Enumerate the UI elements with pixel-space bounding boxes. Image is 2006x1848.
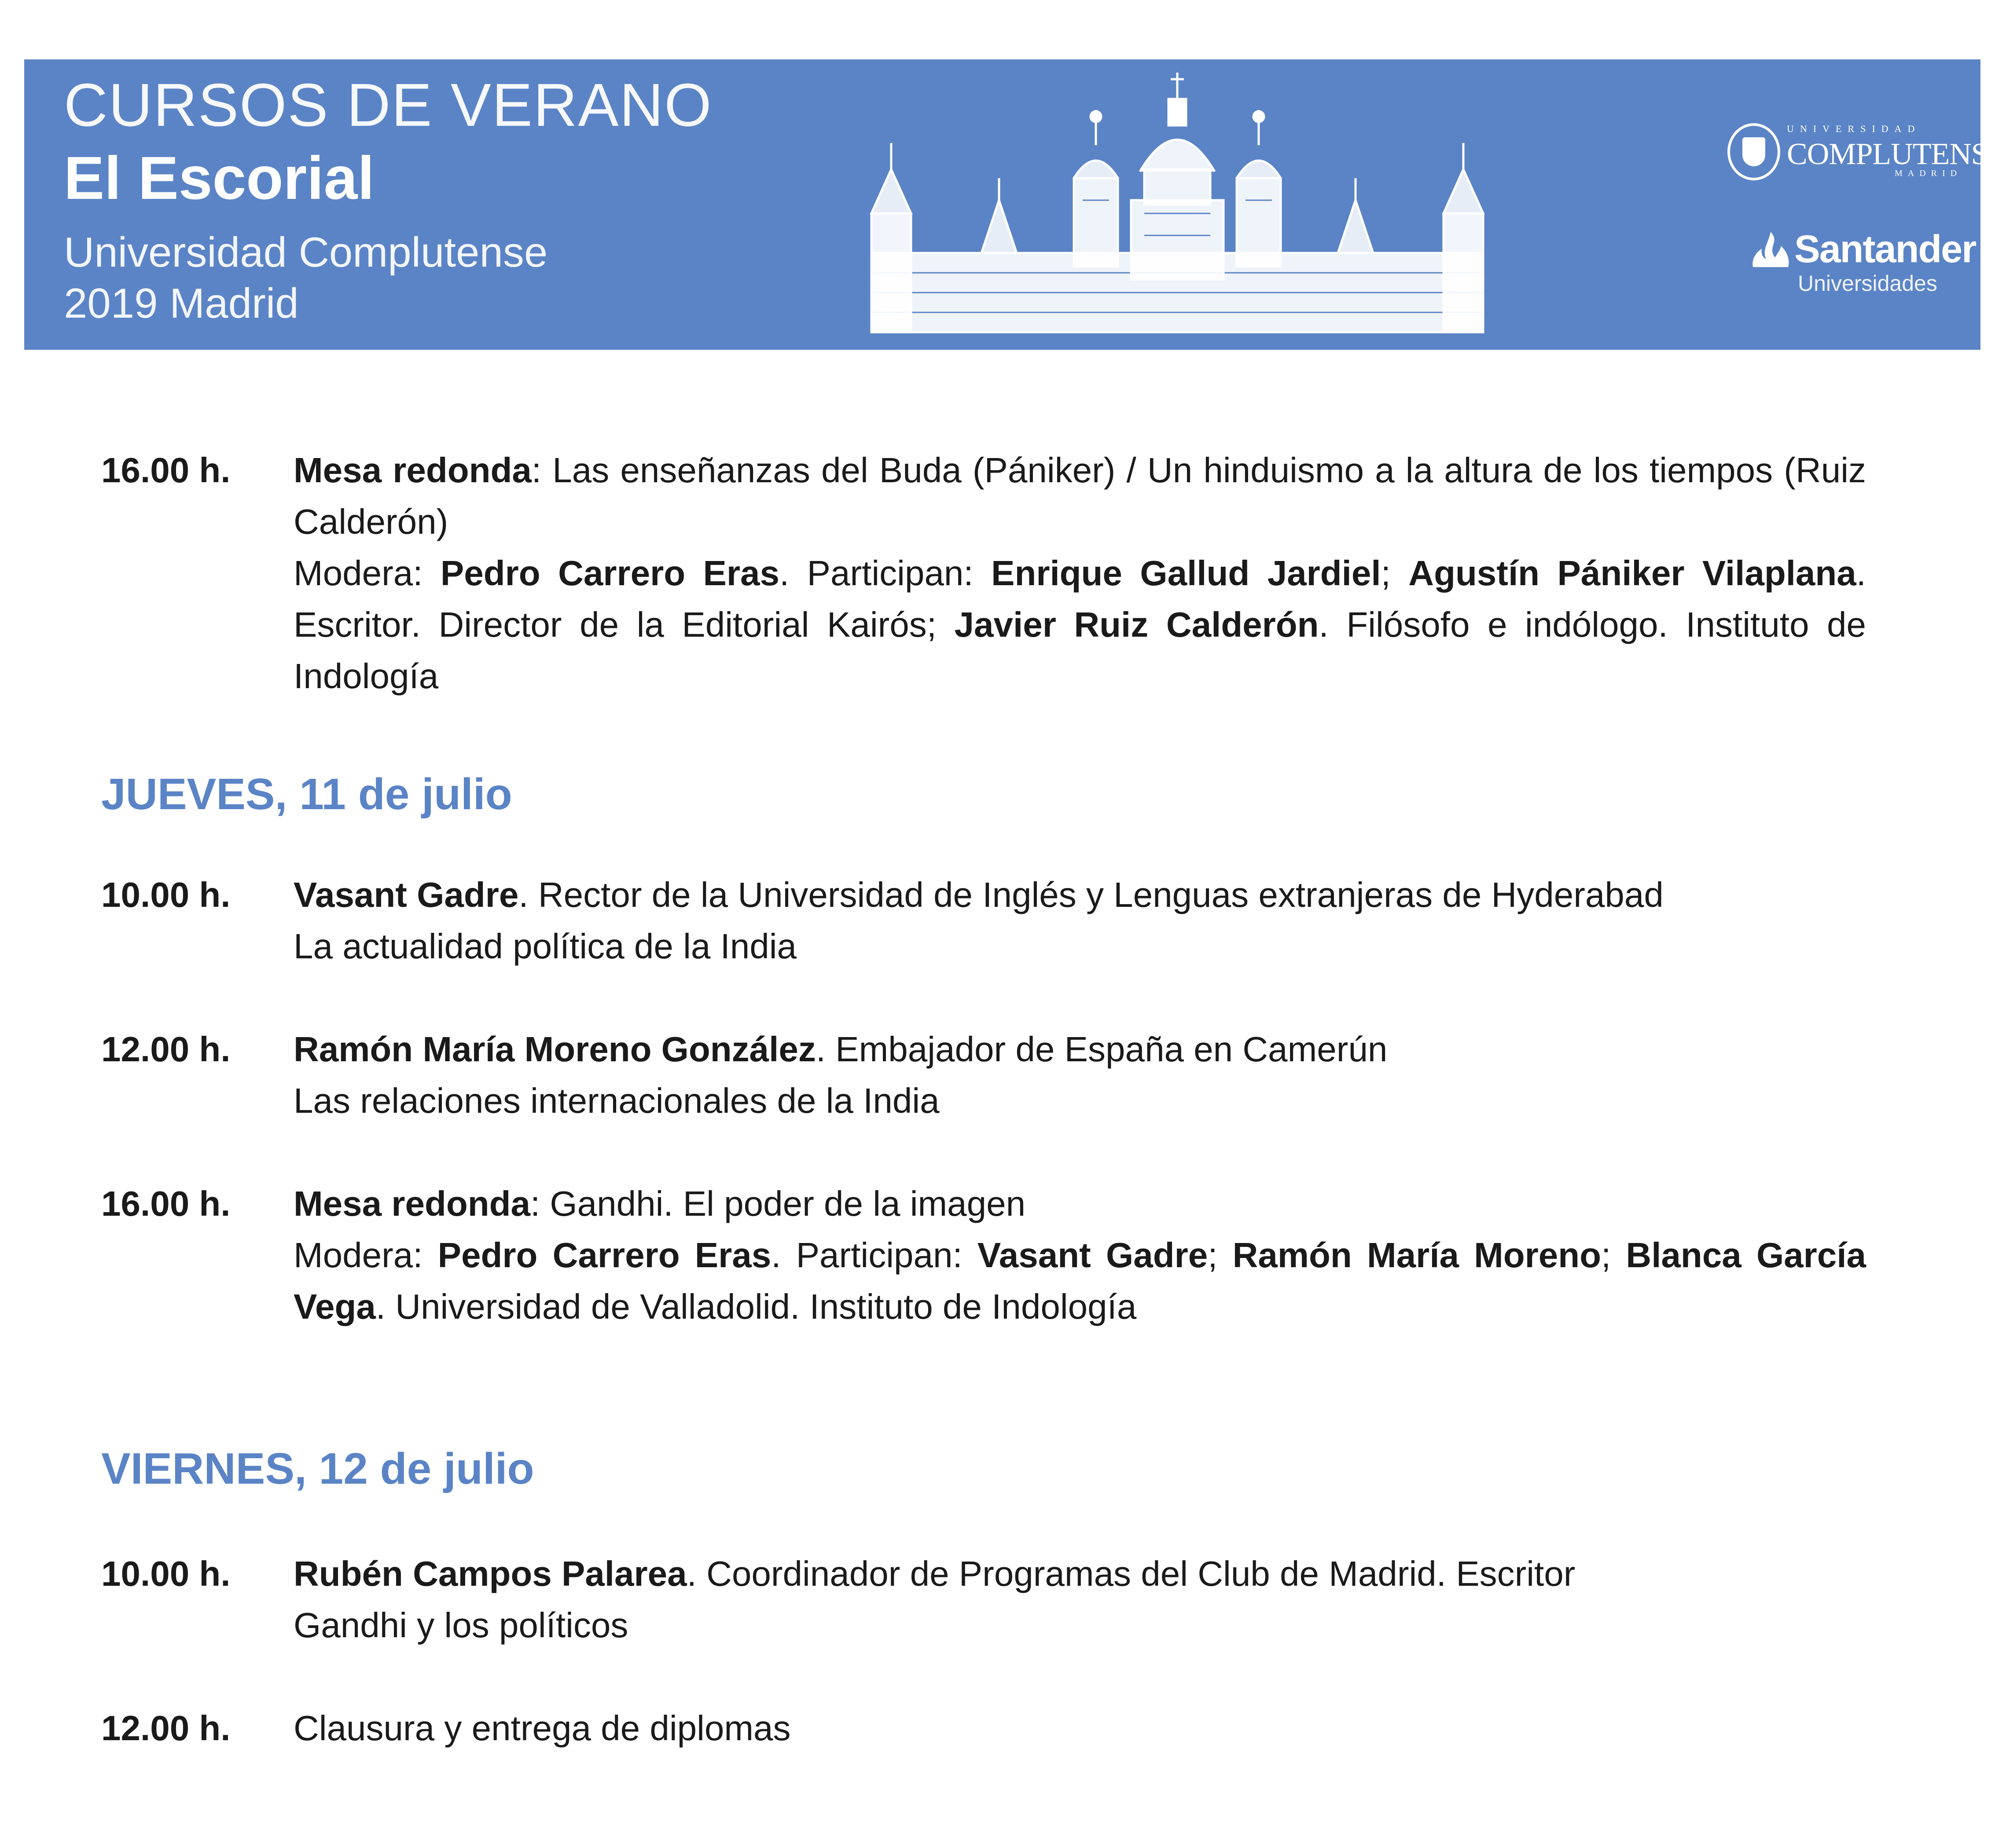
- speaker-name: Vasant Gadre: [294, 875, 519, 914]
- program-entry: [101, 1178, 1866, 1332]
- course-program: [101, 444, 1866, 1754]
- participants-label: . Participan:: [771, 1236, 977, 1275]
- banner-year-city: 2019 Madrid: [64, 280, 299, 327]
- program-entry: [101, 1023, 1866, 1126]
- complutense-logo-name: COMPLUTENSE: [1787, 137, 2006, 171]
- participant-name: Vasant Gadre: [977, 1236, 1208, 1275]
- moderator-name: Pedro Carrero Eras: [437, 1236, 772, 1275]
- complutense-logo-city: MADRID: [1895, 169, 1962, 178]
- program-entry: [101, 1702, 1866, 1754]
- entry-topic-line: [294, 444, 1866, 547]
- lecture-title: La actualidad política de la India: [294, 927, 797, 966]
- banner-university: Universidad Complutense: [64, 229, 548, 276]
- speaker-name: Rubén Campos Palarea: [294, 1554, 687, 1593]
- participant-separator: ;: [1381, 554, 1409, 593]
- day-heading-thursday: JUEVES, 11 de julio: [101, 770, 512, 819]
- program-entry: [101, 1548, 1866, 1651]
- participant-name: Enrique Gallud Jardiel: [991, 554, 1381, 593]
- entry-body: [294, 1702, 1866, 1754]
- santander-flame-icon: [1749, 230, 1791, 270]
- participant-separator: ;: [1208, 1236, 1233, 1275]
- closing-ceremony: Clausura y entrega de diplomas: [294, 1709, 791, 1748]
- moderator-label: Modera:: [294, 1236, 438, 1275]
- program-entry: [101, 444, 1866, 702]
- entry-time: 16.00 h.: [101, 451, 231, 490]
- entry-participants: [294, 1229, 1866, 1332]
- entry-body: [294, 869, 1866, 972]
- participant-description: . Universidad de Valladolid. Instituto de Indología: [375, 1287, 1137, 1326]
- santander-name: Santander: [1794, 227, 1976, 271]
- speaker-description: . Coordinador de Programas del Club de Madrid. Escritor: [687, 1554, 1576, 1593]
- entry-topic: : Gandhi. El poder de la imagen: [530, 1184, 1026, 1223]
- participant-name: Agustín Pániker Vilaplana: [1408, 554, 1856, 593]
- complutense-seal-icon: [1727, 123, 1780, 180]
- santander-subtitle: Universidades: [1798, 271, 1937, 296]
- moderator-label: Modera:: [294, 554, 441, 593]
- entry-body: [294, 1178, 1866, 1332]
- lecture-title: Las relaciones internacionales de la India: [294, 1081, 940, 1120]
- entry-label: Mesa redonda: [294, 1184, 530, 1223]
- entry-speaker-line: [294, 869, 1866, 920]
- entry-time: 12.00 h.: [101, 1030, 231, 1069]
- speaker-description: . Rector de la Universidad de Inglés y Lenguas extranjeras de Hyderabad: [518, 875, 1664, 914]
- escorial-palace-illustration: [863, 68, 1492, 341]
- entry-body: [294, 444, 1866, 702]
- entry-topic-line: [294, 1178, 1866, 1229]
- speaker-name: Ramón María Moreno González: [294, 1030, 816, 1069]
- participant-name: Blanca García Vega: [294, 1236, 1866, 1326]
- day-heading-friday: VIERNES, 12 de julio: [101, 1444, 534, 1493]
- banner-title-block: [64, 71, 713, 327]
- entry-speaker-line: [294, 1548, 1866, 1599]
- participant-name: Javier Ruiz Calderón: [954, 605, 1319, 644]
- entry-time: 10.00 h.: [101, 1554, 231, 1593]
- entry-time: 12.00 h.: [101, 1709, 231, 1748]
- entry-label: Mesa redonda: [294, 451, 532, 490]
- header-banner: [24, 59, 2006, 350]
- participant-separator: ;: [1601, 1236, 1626, 1275]
- santander-logo: [1749, 227, 1978, 297]
- speaker-description: . Embajador de España en Camerún: [816, 1030, 1388, 1069]
- entry-body: [294, 1023, 1866, 1126]
- entry-participants: [294, 547, 1866, 702]
- participant-description: . Filósofo e indólogo. Instituto de Indología: [294, 605, 1866, 696]
- entry-body: [294, 1548, 1866, 1651]
- program-entry: [101, 869, 1866, 972]
- entry-speaker-line: [294, 1023, 1866, 1075]
- complutense-logo: [1727, 121, 2006, 187]
- lecture-title: Gandhi y los políticos: [294, 1606, 628, 1645]
- entry-topic: : Las enseñanzas del Buda (Pániker) / Un hinduismo a la altura de los tiempos (Ruiz Calderón): [294, 451, 1866, 541]
- entry-time: 10.00 h.: [101, 875, 231, 914]
- participants-label: . Participan:: [779, 554, 992, 593]
- banner-venue: El Escorial: [64, 144, 375, 212]
- entry-time: 16.00 h.: [101, 1184, 231, 1223]
- participant-name: Ramón María Moreno: [1232, 1236, 1601, 1275]
- banner-course-title: CURSOS DE VERANO: [64, 71, 713, 139]
- complutense-logo-top: UNIVERSIDAD: [1787, 123, 1921, 134]
- moderator-name: Pedro Carrero Eras: [440, 554, 780, 593]
- participant-description: . Escritor. Director de la Editorial Kairós;: [294, 554, 1866, 644]
